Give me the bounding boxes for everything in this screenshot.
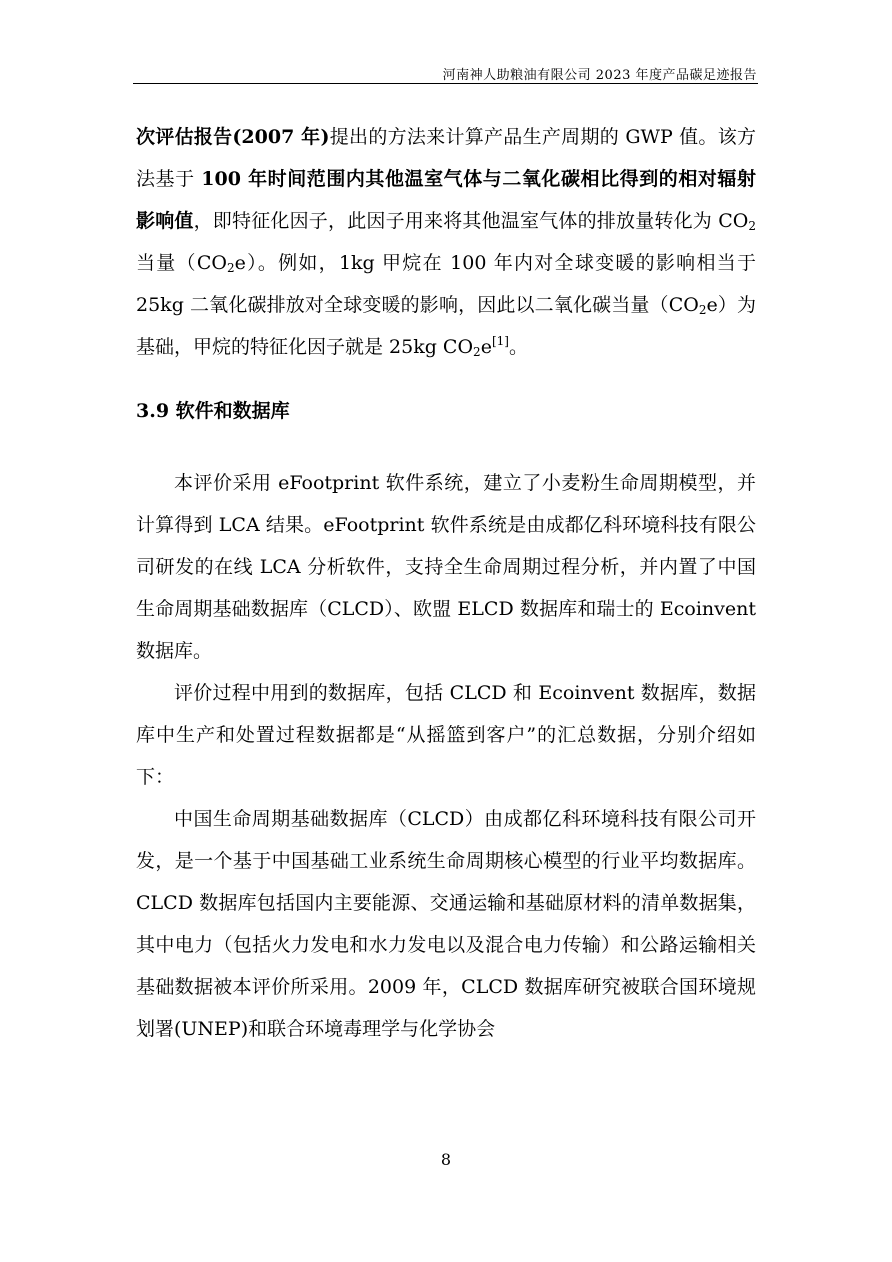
text-run: 当量（CO: [136, 252, 227, 274]
paragraph-databases: 评价过程中用到的数据库，包括 CLCD 和 Ecoinvent 数据库，数据库中生产和处置过程数据都是“从摇篮到客户”的汇总数据，分别介绍如下：: [136, 682, 756, 788]
text-run: e）为基础，甲烷的特征化因子就是 25kg CO: [136, 294, 756, 358]
header-rule: [133, 83, 758, 84]
text-run: ，即特征化因子，此因子用来将其他温室气体的排放量转化为 CO: [193, 210, 749, 232]
subscript: 2: [748, 219, 756, 233]
subscript: 2: [226, 261, 235, 275]
section-heading: 3.9 软件和数据库: [136, 400, 290, 422]
paragraph-gwp-method: [136, 116, 756, 368]
text-run: e: [480, 336, 492, 358]
subscript: 2: [473, 345, 481, 359]
citation-ref[interactable]: [1]: [491, 334, 509, 348]
text-run: 。: [508, 336, 528, 358]
page-body: [136, 116, 756, 1050]
text-run: e）。例如，1kg 甲烷在 100 年内对全球变暖的影响相当于 25kg 二氧化碳排放对全球变暖的影响，因此以二氧化碳当量（CO: [136, 252, 756, 316]
text-run: 提出的方法来计算产品生产周期的 GWP 值。该方法基于: [136, 126, 756, 190]
bold-relative-forcing: 100 年时间范围内其他温室气体与二氧化碳相比得到的相对辐射影响值: [136, 168, 756, 232]
paragraph-software: 本评价采用 eFootprint 软件系统，建立了小麦粉生命周期模型，并计算得到 LCA 结果。eFootprint 软件系统是由成都亿科环境科技有限公司研发的在线 LCA 分析软件，支持全生命周期过程分析，并内置了中国生命周期基础数据库（CLCD）、欧盟 ELCD 数据库和瑞士的 Ecoinvent 数据库。: [136, 472, 756, 662]
page-number: 8: [440, 1150, 452, 1169]
paragraph-clcd: 中国生命周期基础数据库（CLCD）由成都亿科环境科技有限公司开发，是一个基于中国基础工业系统生命周期核心模型的行业平均数据库。CLCD 数据库包括国内主要能源、交通运输和基础原材料的清单数据集，其中电力（包括火力发电和水力发电以及混合电力传输）和公路运输相关基础数据被本评价所采用。2009 年，CLCD 数据库研究被联合国环境规划署(UNEP)和联合环境毒理学与化学协会: [136, 808, 756, 1040]
running-header: 河南神人助粮油有限公司 2023 年度产品碳足迹报告: [442, 68, 757, 83]
bold-report-ref: 次评估报告(2007 年): [136, 126, 330, 148]
subscript: 2: [698, 303, 707, 317]
